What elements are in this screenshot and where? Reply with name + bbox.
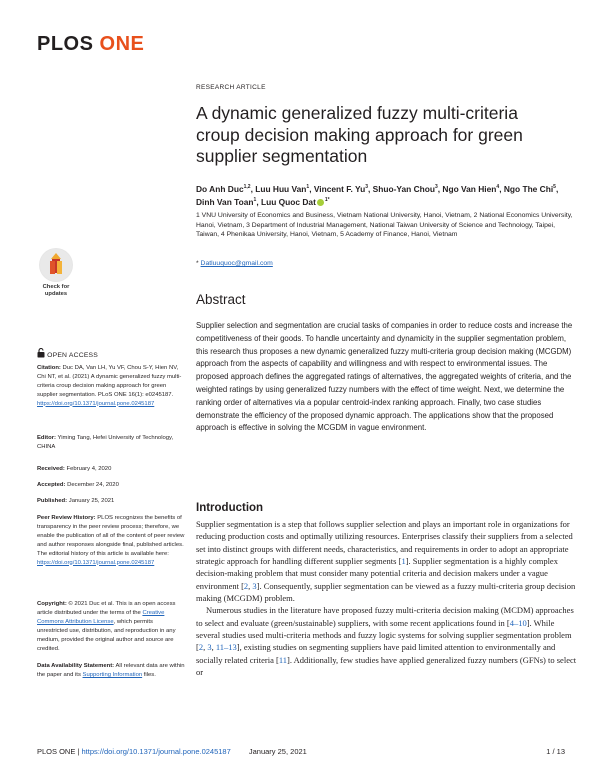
check-for-updates-badge[interactable] <box>37 248 75 298</box>
corresponding-star: * <box>196 260 201 267</box>
peer-review-block <box>37 514 185 567</box>
peer-review-text: PLOS recognizes the benefits of transparency in the peer review process; therefore, we enable the publication of all of the content of peer review and author responses alongside final, published articles. The editorial history of this article is available here: <box>37 515 185 557</box>
reference-link[interactable]: 11 <box>278 654 288 665</box>
article-title: A dynamic generalized fuzzy multi-criteria croup decision making approach for green supplier segmentation <box>196 103 523 166</box>
open-access-badge <box>37 348 98 359</box>
copyright-label: Copyright: <box>37 601 67 607</box>
page-footer: PLOS ONE | https://doi.org/10.1371/journal.pone.0245187 January 25, 2021 1 / 13 <box>37 747 565 756</box>
published-label: Published: <box>37 498 68 504</box>
journal-logo[interactable] <box>37 33 144 56</box>
author-name[interactable]: Ngo Van Hien <box>442 183 497 194</box>
open-lock-icon <box>37 348 45 358</box>
article-type: RESEARCH ARTICLE <box>196 84 266 91</box>
corresponding-email <box>196 260 273 267</box>
logo-plos: PLOS <box>37 33 100 55</box>
editor-label: Editor: <box>37 435 56 441</box>
introduction-heading: Introduction <box>196 502 264 514</box>
check-label-2: updates <box>44 290 68 297</box>
accepted-block <box>37 481 185 490</box>
received-date: February 4, 2020 <box>64 466 112 472</box>
accepted-label: Accepted: <box>37 482 66 488</box>
reference-link[interactable]: 4–10 <box>509 617 527 628</box>
intro-paragraph-1: Supplier segmentation is a step that follows supplier selection and plays an important role in organizations for reducing production costs and optimally utilizing resources. Enterprises classify their suppliers from a selected set into distinct groups with different needs, characteristics, and requirements in order to adopt an appropriate strategic approach for handling different supplier segments [1]. Supplier segmentation is a highly complex decision-making problem that must consider many potential criteria and decision makers under a vague environment [2, 3]. Consequently, supplier segmentation can be viewed as a fuzzy multi-criteria group decision making (MCGDM) problem. <box>196 519 576 604</box>
orcid-icon[interactable] <box>317 199 324 206</box>
citation-block <box>37 364 185 409</box>
author-name[interactable]: Luu Quoc Dat <box>260 197 316 208</box>
cc-license-link[interactable]: Creative Commons Attribution License <box>37 609 165 625</box>
reference-link[interactable]: 1 <box>401 556 406 567</box>
abstract-text: Supplier selection and segmentation are crucial tasks of companies in order to reduce costs and increase the competitiveness of their goods. To handle uncertainty and dynamicity in the supplier segmentation problem, this research thus proposes a new dynamic generalized fuzzy multi-criteria group decision making (MCGDM) approach from the aspects of capability and willingness and with respect to environmental issues. The proposed approach defines the aggregated ratings of alternatives, the aggregated weights of criteria, and the weighted ratings by using generalized fuzzy numbers with the effect of time weight. Next, we determine the ranking order of alternatives via a popular centroid-index ranking approach. Finally, two case studies demonstrate the efficiency of the proposed dynamic approach. The applications show that the proposed approach is effective in solving the MCGDM in vague environment. <box>196 321 573 433</box>
received-block <box>37 465 185 474</box>
published-block <box>37 497 185 506</box>
author-name[interactable]: Do Anh Duc <box>196 183 244 194</box>
footer-date: January 25, 2021 <box>248 747 307 756</box>
footer-journal: PLOS ONE <box>37 747 76 756</box>
supporting-information-link[interactable]: Supporting Information <box>82 671 143 678</box>
introduction-body <box>196 518 578 678</box>
peer-review-link[interactable]: https://doi.org/10.1371/journal.pone.0245187 <box>37 559 155 566</box>
data-availability-label: Data Availability Statement: <box>37 663 115 669</box>
check-for-updates-icon <box>39 248 73 282</box>
citation-label: Citation: <box>37 365 61 371</box>
check-label-1: Check for <box>42 284 70 290</box>
data-availability-text-1: All relevant data are within the paper and its <box>37 663 185 678</box>
page-number: 1 / 13 <box>546 747 565 756</box>
affiliations: 1 VNU University of Economics and Business, Vietnam National University, Hanoi, Vietnam, 2 National Economics University, Hanoi, Vietnam, 3 Department of Industrial Management, National Taiwan University of Science and Technology, Taipei, Taiwan, 4 Phenikaa University, Hanoi, Vietnam, 5 Academy of Finance, Hanoi, Vietnam <box>196 212 573 238</box>
citation-doi-link[interactable]: https://doi.org/10.1371/journal.pone.0245187 <box>37 400 155 407</box>
citation-text: Duc DA, Van LH, Yu VF, Chou S-Y, Hien NV, Chi NT, et al. (2021) A dynamic generalized fuzzy multi-criteria croup decision making approach for green supplier segmentation. PLoS ONE 16(1): e0245187. <box>37 365 182 398</box>
intro-paragraph-2: Numerous studies in the literature have proposed fuzzy multi-criteria decision making (MCDM) approaches to select and evaluate (green/sustainable) suppliers, with some recent applications found in [4–10]. While several studies used multi-criteria methods and fuzzy logic systems for solving supplier segmentation problem [2, 3, 11–13], existing studies on segmenting suppliers have paid limited attention to environmentally and socially related criteria [11]. Additionally, few studies have applied generalized fuzzy numbers (GFNs) to select or <box>196 605 577 678</box>
author-name[interactable]: Dinh Van Toan <box>196 197 254 208</box>
author-name[interactable]: Shuo-Yan Chou <box>372 183 435 194</box>
author-list: Do Anh Duc$^{1,2}$, Luu Huu Van$^1$, Vincent F. Yu$^3$, Shuo-Yan Chou$^3$, Ngo Van Hien$^4$, Ngo The Chi$^5$, Dinh Van Toan$^1$, Luu Quoc Dat $^{1*}$ <box>196 183 559 208</box>
reference-link[interactable]: 2 <box>243 580 249 591</box>
data-availability-text-2: files. <box>142 671 156 678</box>
reference-link[interactable]: 2 <box>198 642 204 653</box>
reference-link[interactable]: 11–13 <box>215 642 237 653</box>
author-name[interactable]: Luu Huu Van <box>255 183 307 194</box>
data-availability-block <box>37 662 185 680</box>
received-label: Received: <box>37 466 65 472</box>
open-access-label: OPEN ACCESS <box>47 352 99 359</box>
author-name[interactable]: Vincent F. Yu <box>313 183 366 194</box>
copyright-text-2: , which permits unrestricted use, distribution, and reproduction in any medium, provided the original author and source are credited. <box>37 618 176 652</box>
logo-one: ONE <box>99 33 145 55</box>
email-link[interactable]: Datluuquoc@gmail.com <box>200 260 273 267</box>
copyright-block <box>37 600 185 653</box>
abstract-heading: Abstract <box>196 292 246 307</box>
reference-link[interactable]: 3 <box>207 642 212 653</box>
accepted-date: December 24, 2020 <box>65 482 119 488</box>
editor-block <box>37 434 185 452</box>
author-name[interactable]: Ngo The Chi <box>503 183 554 194</box>
published-date: January 25, 2021 <box>67 498 115 504</box>
peer-review-label: Peer Review History: <box>37 515 96 521</box>
reference-link[interactable]: 3 <box>252 580 257 591</box>
footer-doi-link[interactable]: https://doi.org/10.1371/journal.pone.0245187 <box>81 747 231 756</box>
editor-text: Yiming Tang, Hefei University of Technology, CHINA <box>37 435 174 450</box>
copyright-text-1: © 2021 Duc et al. This is an open access article distributed under the terms of the <box>37 601 176 616</box>
